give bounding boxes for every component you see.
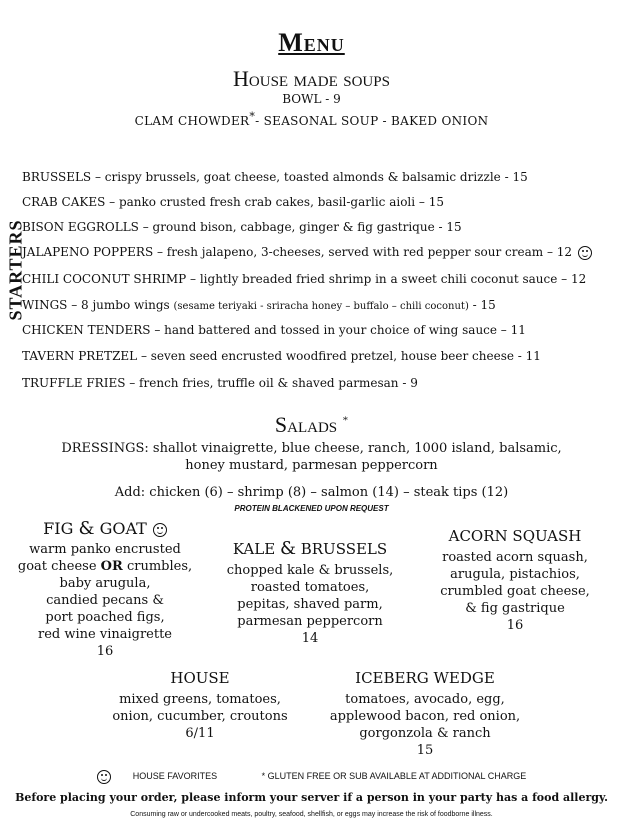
starter-item: BISON EGGROLLS – ground bison, cabbage, ginger & fig gastrique - 15: [22, 220, 462, 234]
salad-kale-brussels: [210, 540, 410, 647]
salad-line: mixed greens, tomatoes,: [119, 692, 281, 707]
house-favorite-icon: [97, 770, 111, 784]
salad-line-part: goat cheese: [17, 559, 101, 574]
salad-fig-goat: [10, 520, 200, 660]
salad-price: 15: [416, 743, 434, 758]
salad-house: [100, 670, 300, 742]
starter-item: BRUSSELS – crispy brussels, goat cheese, toasted almonds & balsamic drizzle - 15: [22, 170, 528, 184]
salad-name: [10, 520, 200, 537]
salad-line: roasted tomatoes,: [250, 580, 370, 595]
starter-item-price: - 15: [468, 298, 496, 312]
protein-note: PROTEIN BLACKENED UPON REQUEST: [234, 504, 389, 513]
dressings-list: DRESSINGS: shallot vinaigrette, blue cheese, ranch, 1000 island, balsamic, honey mustard, parmesan peppercorn: [61, 441, 562, 473]
salad-line: [10, 558, 200, 575]
salad-line: roasted acorn squash,: [442, 550, 588, 565]
salad-line: warm panko encrusted: [29, 542, 181, 557]
salad-name: ICEBERG WEDGE: [355, 669, 495, 687]
salad-name: HOUSE: [170, 669, 230, 687]
gluten-free-star: *: [342, 414, 349, 427]
ampersand: &: [279, 538, 296, 559]
wing-sauce-options: (sesame teriyaki - sriracha honey – buffalo – chili coconut): [173, 301, 469, 312]
salad-line-or: OR: [100, 559, 123, 574]
salad-line: onion, cucumber, croutons: [112, 709, 288, 724]
salad-price: 6/11: [185, 726, 215, 741]
salad-line: port poached figs,: [45, 610, 165, 625]
salad-name: [210, 540, 410, 558]
salad-line: & fig gastrique: [465, 601, 565, 616]
consumption-warning: Consuming raw or undercooked meats, poultry, seafood, shellfish, or eggs may increase the risk of foodborne illness.: [130, 811, 493, 818]
soup-others: - SEASONAL SOUP - BAKED ONION: [255, 114, 489, 128]
starter-item-text: WINGS – 8 jumbo wings: [22, 298, 174, 312]
salad-line: red wine vinaigrette: [38, 627, 172, 642]
salad-name: ACORN SQUASH: [448, 527, 582, 545]
salad-name-part: GOAT: [94, 519, 147, 538]
salad-name-part: BRUSSELS: [295, 540, 388, 558]
salads-title: [0, 412, 623, 438]
salad-name-part: KALE: [232, 540, 280, 558]
starter-item-text: JALAPENO POPPERS – fresh jalapeno, 3-cheeses, served with red pepper sour cream – 12: [22, 245, 573, 259]
salad-line: crumbled goat cheese,: [440, 584, 590, 599]
legend-gluten: * GLUTEN FREE OR SUB AVAILABLE AT ADDITIONAL CHARGE: [261, 771, 527, 782]
salad-acorn-squash: [420, 528, 610, 634]
salad-name-part: FIG: [43, 519, 79, 538]
starter-item: [22, 245, 592, 260]
salad-line: pepitas, shaved parm,: [237, 597, 383, 612]
legend-favorites-text: HOUSE FAVORITES: [132, 771, 218, 782]
starter-item: CHICKEN TENDERS – hand battered and tossed in your choice of wing sauce – 11: [22, 323, 526, 337]
starters-label: STARTERS: [5, 219, 26, 321]
salad-line: tomatoes, avocado, egg,: [345, 692, 505, 707]
house-favorite-icon: [578, 246, 592, 260]
salad-line: chopped kale & brussels,: [226, 563, 394, 578]
starter-item: TRUFFLE FRIES – french fries, truffle oil & shaved parmesan - 9: [22, 376, 418, 390]
starter-item: [22, 298, 496, 312]
starter-item: CHILI COCONUT SHRIMP – lightly breaded fried shrimp in a sweet chili coconut sauce – 12: [22, 272, 587, 286]
house-favorite-icon: [153, 523, 167, 537]
salads-title-text: Salads: [274, 412, 338, 437]
salad-line: parmesan peppercorn: [237, 614, 383, 629]
salad-line: arugula, pistachios,: [450, 567, 580, 582]
soups-title: House made soups: [233, 66, 390, 91]
salad-line: applewood bacon, red onion,: [329, 709, 521, 724]
salad-line: gorgonzola & ranch: [359, 726, 491, 741]
menu-title: Menu: [278, 28, 345, 57]
salad-price: 16: [506, 618, 524, 633]
legend: [0, 770, 623, 784]
legend-favorites: [97, 771, 231, 781]
soup-clam-chowder: CLAM CHOWDER: [134, 114, 250, 128]
salad-iceberg-wedge: [320, 670, 530, 759]
salad-price: 16: [96, 644, 114, 659]
salad-line: candied pecans &: [46, 593, 164, 608]
allergy-notice: Before placing your order, please inform your server if a person in your party has a food allergy.: [15, 791, 608, 804]
salad-line: baby arugula,: [59, 576, 151, 591]
soups-bowl-price: BOWL - 9: [282, 92, 341, 106]
add-protein-line: Add: chicken (6) – shrimp (8) – salmon (14) – steak tips (12): [114, 485, 509, 500]
ampersand: &: [78, 518, 95, 539]
starter-item: TAVERN PRETZEL – seven seed encrusted woodfired pretzel, house beer cheese - 11: [22, 349, 541, 363]
salad-line-part: crumbles,: [122, 559, 193, 574]
salad-price: 14: [301, 631, 319, 646]
soups-items: [0, 110, 623, 128]
gluten-free-star: *: [249, 110, 256, 123]
starter-item: CRAB CAKES – panko crusted fresh crab cakes, basil-garlic aioli – 15: [22, 195, 444, 209]
